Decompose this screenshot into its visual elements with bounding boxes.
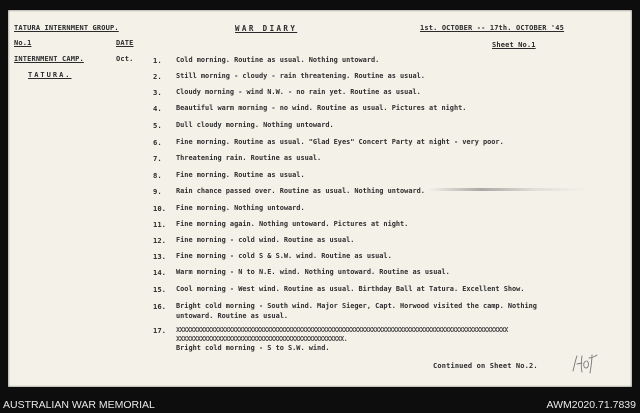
entry-text: Beautiful warm morning - no wind. Routine as usual. Pictures at night. — [176, 104, 467, 112]
entry-text: Fine morning. Nothing untoward. — [176, 204, 305, 212]
entry-text: Fine morning - cold wind. Routine as usual. — [176, 236, 355, 244]
struck-out-line: XXXXXXXXXXXXXXXXXXXXXXXXXXXXXXXXXXXXXXXXXXXXXXXX. — [176, 335, 348, 343]
entry-day: 7. — [153, 154, 162, 163]
struck-out-line: XXXXXXXXXXXXXXXXXXXXXXXXXXXXXXXXXXXXXXXXXXXXXXXXXXXXXXXXXXXXXXXXXXXXXXXXXXXXXXXXXXXXXXXXXXXXXXX — [176, 326, 508, 334]
continued-note: Continued on Sheet No.2. — [433, 362, 538, 370]
entry-text: Cool morning - West wind. Routine as usual. Birthday Ball at Tatura. Excellent Show. — [176, 285, 525, 293]
entry-day: 8. — [153, 171, 162, 180]
entry-text: Fine morning. Routine as usual. — [176, 171, 305, 179]
entry-text: Fine morning again. Nothing untoward. Pictures at night. — [176, 220, 409, 228]
unit-number: No.1 — [14, 39, 32, 47]
diary-period: 1st. OCTOBER -- 17th. OCTOBER '45 — [420, 24, 565, 32]
ink-smudge — [428, 188, 588, 191]
entry-day: 6. — [153, 138, 162, 147]
entry-day: 17. — [153, 326, 166, 335]
archive-name: AUSTRALIAN WAR MEMORIAL — [3, 399, 155, 411]
entry-text: Fine morning - cold S & S.W. wind. Routine as usual. — [176, 252, 392, 260]
diary-sheet — [8, 10, 632, 387]
entry-text: Bright cold morning - S to S.W. wind. — [176, 344, 330, 352]
group-heading: TATURA INTERNMENT GROUP. — [14, 24, 119, 32]
entry-text: Threatening rain. Routine as usual. — [176, 154, 322, 162]
entry-day: 11. — [153, 220, 166, 229]
handwritten-signature — [570, 353, 600, 375]
entry-text: Cold morning. Routine as usual. Nothing untoward. — [176, 56, 380, 64]
entry-text: Dull cloudy morning. Nothing untoward. — [176, 121, 334, 129]
entry-day: 3. — [153, 88, 162, 97]
entry-day: 16. — [153, 302, 166, 311]
entry-day: 15. — [153, 285, 166, 294]
entry-text: Fine morning. Routine as usual. "Glad Eyes" Concert Party at night - very poor. — [176, 138, 504, 146]
entry-text: Still morning - cloudy - rain threatening. Routine as usual. — [176, 72, 425, 80]
entry-text: Warm morning - N to N.E. wind. Nothing untoward. Routine as usual. — [176, 268, 450, 276]
document-title: WAR DIARY — [235, 24, 298, 33]
archive-footer — [0, 399, 640, 413]
entry-day: 5. — [153, 121, 162, 130]
entry-day: 14. — [153, 268, 166, 277]
entry-day: 9. — [153, 187, 162, 196]
entry-day: 1. — [153, 56, 162, 65]
sheet-number: Sheet No.1 — [492, 41, 536, 49]
entry-day: 10. — [153, 204, 166, 213]
entry-text-continuation: untoward. Routine as usual. — [176, 312, 289, 320]
date-column-label: DATE — [116, 39, 134, 47]
catalogue-number: AWM2020.71.7839 — [546, 399, 636, 411]
entry-text: Cloudy morning - wind N.W. - no rain yet. Routine as usual. — [176, 88, 421, 96]
month-label: Oct. — [116, 55, 134, 63]
entry-day: 12. — [153, 236, 166, 245]
entry-day: 2. — [153, 72, 162, 81]
entry-day: 13. — [153, 252, 166, 261]
camp-name: INTERNMENT CAMP. — [14, 55, 84, 63]
place-name: TATURA. — [28, 71, 72, 79]
entry-text: Rain chance passed over. Routine as usual. Nothing untoward. — [176, 187, 425, 195]
entry-text: Bright cold morning - South wind. Major Sieger, Capt. Horwood visited the camp. Nothing — [176, 302, 537, 310]
entry-day: 4. — [153, 104, 162, 113]
